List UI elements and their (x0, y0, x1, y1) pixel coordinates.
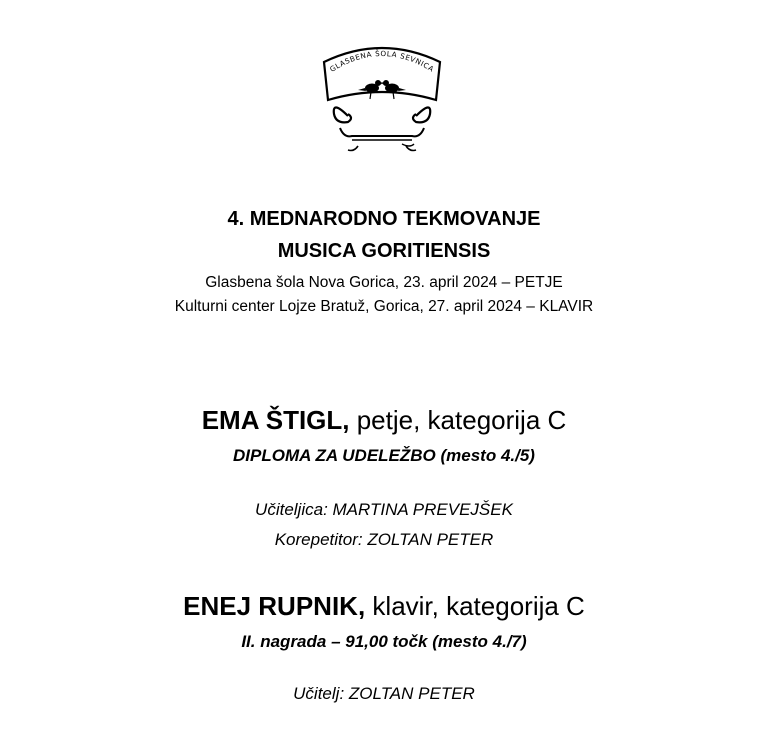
entry-2-discipline: klavir, kategorija C (365, 591, 585, 621)
school-logo-birds-icon (318, 44, 446, 156)
entry-1-award: DIPLOMA ZA UDELEŽBO (mesto 4./5) (233, 446, 535, 465)
entry-1-accompanist: Korepetitor: ZOLTAN PETER (274, 530, 494, 549)
entry-2-award: II. nagrada – 91,00 točk (mesto 4./7) (241, 632, 527, 651)
svg-text:GLASBENA ŠOLA SEVNICA (328, 49, 436, 74)
entry-1-name: EMA ŠTIGL, (201, 405, 350, 435)
competition-title-line1: 4. MEDNARODNO TEKMOVANJE (227, 208, 541, 230)
entry-2-heading (0, 590, 768, 622)
entry-1-heading (0, 404, 768, 436)
entry-1-discipline: petje, kategorija C (349, 405, 567, 435)
entry-2-name: ENEJ RUPNIK, (183, 591, 366, 621)
competition-title-line2: MUSICA GORITIENSIS (277, 240, 491, 262)
entry-1-teacher: Učiteljica: MARTINA PREVEJŠEK (255, 500, 513, 519)
venue-piano: Kulturni center Lojze Bratuž, Gorica, 27. april 2024 – KLAVIR (174, 298, 594, 315)
entry-2-teacher: Učitelj: ZOLTAN PETER (293, 684, 475, 703)
venue-singing: Glasbena šola Nova Gorica, 23. april 2024 – PETJE (205, 274, 563, 291)
logo-caption: GLASBENA ŠOLA SEVNICA (328, 48, 436, 74)
